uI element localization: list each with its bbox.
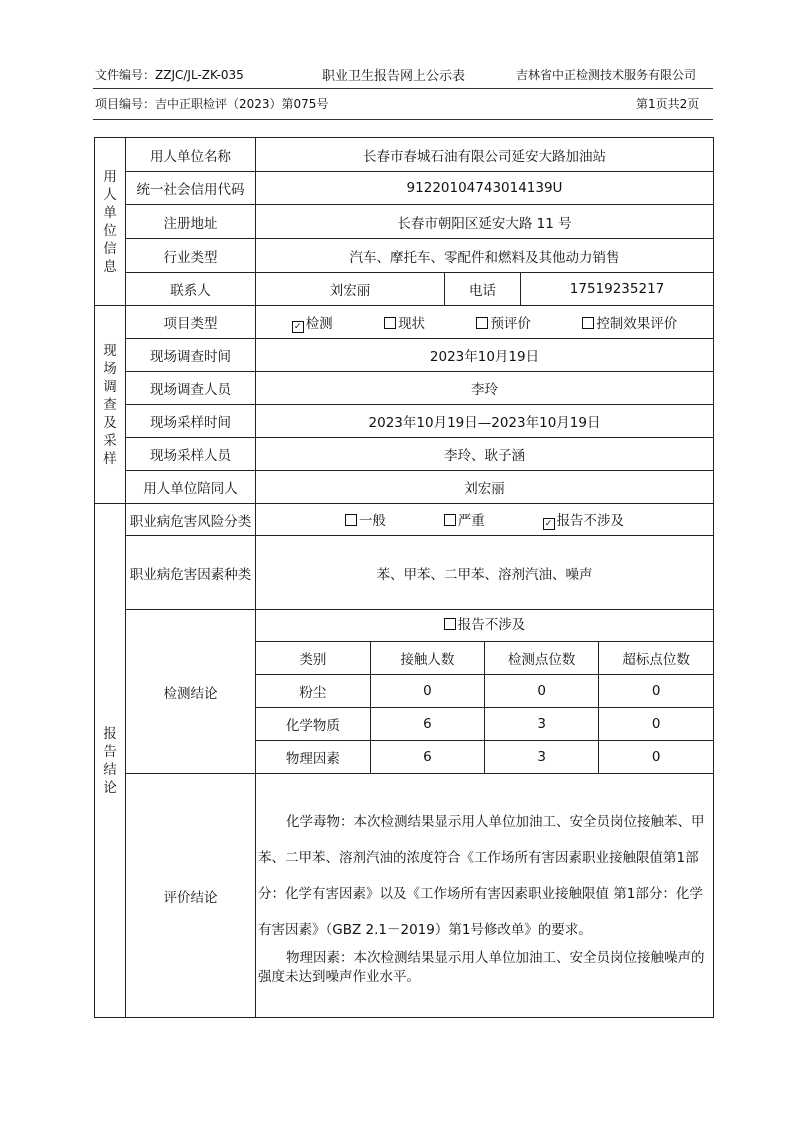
document-title: 职业卫生报告网上公示表 <box>322 69 466 84</box>
project-type-options <box>256 312 713 333</box>
project-type-option[interactable]: ✓ 检测 <box>292 312 333 333</box>
survey-time: 2023年10月19日 <box>256 339 714 372</box>
industry-label: 行业类型 <box>126 239 256 273</box>
risk-option[interactable]: 严重 <box>444 509 485 530</box>
checkbox-icon[interactable] <box>345 514 357 526</box>
survey-time-label: 现场调查时间 <box>126 339 256 372</box>
detection-results-table <box>256 642 713 773</box>
detection-not-applicable[interactable]: 报告不涉及 <box>256 610 713 642</box>
section-survey-sampling: 现 场 调 查 及 采 样 <box>95 306 126 504</box>
table-row: 粉尘 0 0 0 <box>256 675 713 708</box>
disclosure-table <box>94 137 714 1018</box>
evaluation-physical: 物理因素：本次检测结果显示用人单位加油工、安全员岗位接触噪声的强度未达到噪声作业水平。 <box>258 950 705 985</box>
company-name: 吉林省中正检测技术服务有限公司 <box>516 68 697 82</box>
accompany-person: 刘宏丽 <box>256 471 714 504</box>
section-report-conclusion: 报 告 结 论 <box>95 504 126 1018</box>
contact-person: 刘宏丽 <box>256 273 445 306</box>
project-type-option[interactable]: 控制效果评价 <box>582 312 677 333</box>
document-number: 文件编号：ZZJC/JL-ZK-035 <box>95 68 244 82</box>
checkbox-checked-icon[interactable]: ✓ <box>543 518 555 530</box>
header-divider-2 <box>93 119 713 120</box>
checkbox-icon[interactable] <box>384 317 396 329</box>
sampling-time-label: 现场采样时间 <box>126 405 256 438</box>
column-header: 接触人数 <box>370 642 484 675</box>
sampler-label: 现场采样人员 <box>126 438 256 471</box>
credit-code-label: 统一社会信用代码 <box>126 172 256 205</box>
column-header: 超标点位数 <box>599 642 713 675</box>
project-type-option[interactable]: 现状 <box>384 312 425 333</box>
column-header: 检测点位数 <box>485 642 599 675</box>
sampling-time: 2023年10月19日—2023年10月19日 <box>256 405 714 438</box>
project-type-label: 项目类型 <box>126 306 256 339</box>
contact-label: 联系人 <box>126 273 256 306</box>
checkbox-icon[interactable] <box>444 618 456 630</box>
industry-type: 汽车、摩托车、零配件和燃料及其他动力销售 <box>256 239 714 273</box>
hazard-factors: 苯、甲苯、二甲苯、溶剂汽油、噪声 <box>256 536 714 610</box>
checkbox-checked-icon[interactable]: ✓ <box>292 321 304 333</box>
checkbox-icon[interactable] <box>444 514 456 526</box>
evaluation-chemical: 化学毒物：本次检测结果显示用人单位加油工、安全员岗位接触苯、甲苯、二甲苯、溶剂汽油的浓度符合《工作场所有害因素职业接触限值第1部分：化学有害因素》以及《工作场所有害因素职业接触限值 第1部分：化学有害因素》（GBZ 2.1－2019）第1号修改单》的要求。 <box>258 814 705 938</box>
phone-number: 17519235217 <box>521 273 714 306</box>
credit-code: 91220104743014139U <box>256 172 714 205</box>
surveyor-label: 现场调查人员 <box>126 372 256 405</box>
table-row: 化学物质 6 3 0 <box>256 708 713 741</box>
risk-option[interactable]: ✓ 报告不涉及 <box>543 509 625 530</box>
registered-address: 长春市朝阳区延安大路 11 号 <box>256 205 714 239</box>
employer-name: 长春市春城石油有限公司延安大路加油站 <box>256 138 714 172</box>
accompany-label: 用人单位陪同人 <box>126 471 256 504</box>
header-divider <box>93 88 713 89</box>
risk-class-label: 职业病危害风险分类 <box>126 504 256 536</box>
risk-option[interactable]: 一般 <box>345 509 386 530</box>
detection-conclusion-label: 检测结论 <box>126 610 256 774</box>
surveyor: 李玲 <box>256 372 714 405</box>
phone-label: 电话 <box>445 273 521 306</box>
evaluation-conclusion <box>256 774 714 1018</box>
table-row: 物理因素 6 3 0 <box>256 741 713 774</box>
sampler: 李玲、耿子涵 <box>256 438 714 471</box>
employer-name-label: 用人单位名称 <box>126 138 256 172</box>
project-number: 项目编号：吉中正职检评（2023）第075号 <box>95 97 329 111</box>
address-label: 注册地址 <box>126 205 256 239</box>
checkbox-icon[interactable] <box>582 317 594 329</box>
hazard-factors-label: 职业病危害因素种类 <box>126 536 256 610</box>
section-employer-info: 用 人 单 位 信 息 <box>95 138 126 306</box>
checkbox-icon[interactable] <box>476 317 488 329</box>
project-type-option[interactable]: 预评价 <box>476 312 531 333</box>
risk-class-options <box>256 509 713 530</box>
page-indicator: 第1页共2页 <box>636 97 700 111</box>
evaluation-conclusion-label: 评价结论 <box>126 774 256 1018</box>
column-header: 类别 <box>256 642 370 675</box>
